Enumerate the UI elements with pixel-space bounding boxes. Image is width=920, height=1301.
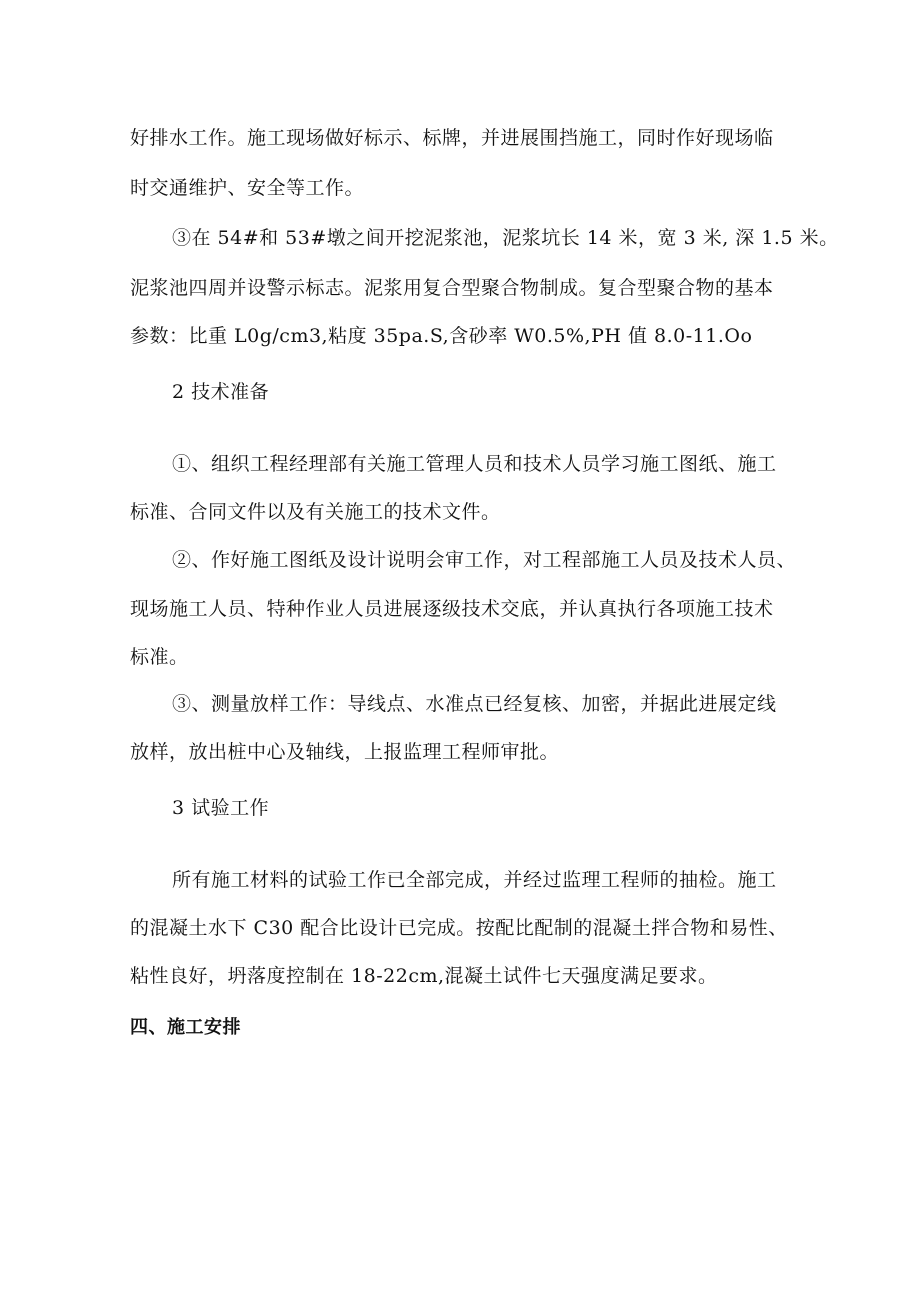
- paragraph-line: 好排水工作。施工现场做好标示、标牌，并进展围挡施工，同时作好现场临: [130, 127, 774, 149]
- section-heading-test-work: 3 试验工作: [172, 797, 270, 819]
- section-heading-tech-prep: 2 技术准备: [172, 381, 270, 403]
- paragraph-line: 所有施工材料的试验工作已全部完成，并经过监理工程师的抽检。施工: [172, 869, 777, 891]
- paragraph-line: ②、作好施工图纸及设计说明会审工作，对工程部施工人员及技术人员、: [172, 549, 797, 571]
- paragraph-line: ①、组织工程经理部有关施工管理人员和技术人员学习施工图纸、施工: [172, 453, 777, 475]
- paragraph-line: 现场施工人员、特种作业人员进展逐级技术交底，并认真执行各项施工技术: [130, 598, 774, 620]
- paragraph-line: 标准、合同文件以及有关施工的技术文件。: [130, 501, 501, 523]
- section-heading-construction-arrangement: 四、施工安排: [130, 1017, 241, 1038]
- paragraph-line: ③在 54#和 53#墩之间开挖泥浆池，泥浆坑长 14 米，宽 3 米, 深 1.5 米。: [172, 227, 839, 249]
- paragraph-line: ③、测量放样工作：导线点、水准点已经复核、加密，并据此进展定线: [172, 693, 777, 715]
- paragraph-line: 粘性良好，坍落度控制在 18-22cm,混凝土试件七天强度满足要求。: [130, 965, 718, 987]
- paragraph-line: 泥浆池四周并设警示标志。泥浆用复合型聚合物制成。复合型聚合物的基本: [130, 277, 774, 299]
- paragraph-line: 放样，放出桩中心及轴线，上报监理工程师审批。: [130, 741, 560, 763]
- paragraph-line: 参数：比重 L0g∕cm3,粘度 35pa.S,含砂率 W0.5%,PH 值 8.0-11.Oo: [130, 325, 753, 347]
- paragraph-line: 的混凝土水下 C30 配合比设计已完成。按配比配制的混凝土拌合物和易性、: [130, 917, 788, 939]
- paragraph-line: 标准。: [130, 646, 189, 668]
- paragraph-line: 时交通维护、安全等工作。: [130, 177, 365, 199]
